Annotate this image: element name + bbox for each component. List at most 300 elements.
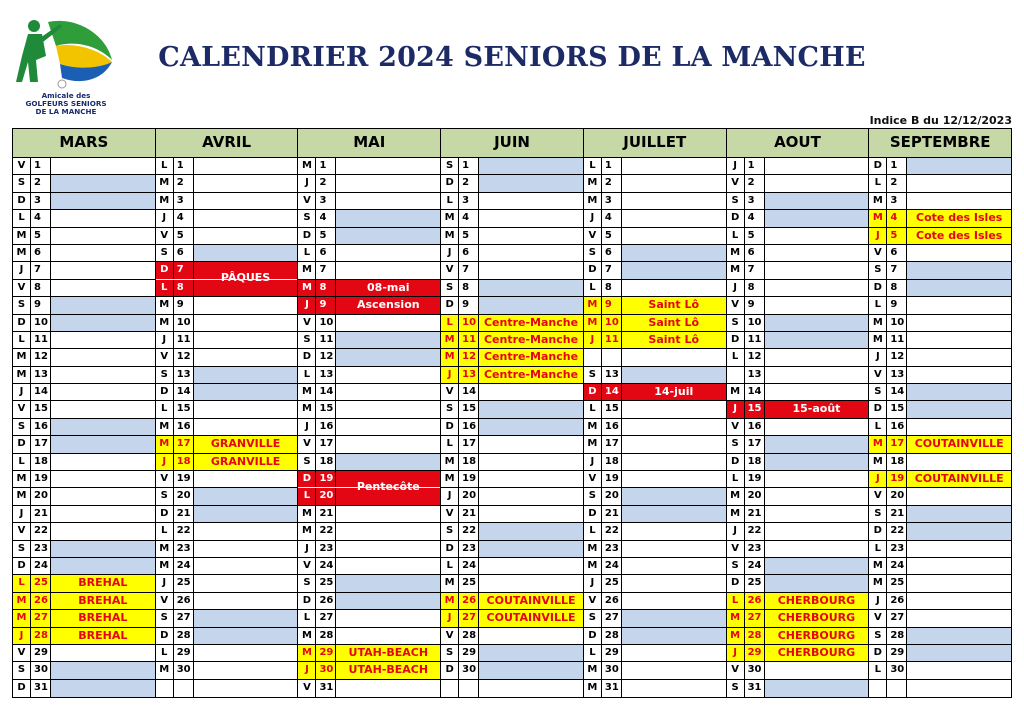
day-row (13, 558, 155, 575)
day-number: 22 (887, 523, 907, 539)
day-row (441, 523, 583, 540)
day-letter: M (298, 645, 316, 661)
day-row (584, 175, 726, 192)
event-label: COUTAINVILLE (907, 471, 1011, 487)
day-row (727, 593, 869, 610)
event-label (622, 175, 726, 191)
day-number: 11 (31, 332, 51, 348)
event-label (336, 332, 440, 348)
day-row (584, 262, 726, 279)
event-label (907, 680, 1011, 697)
day-letter: S (298, 332, 316, 348)
day-row (441, 245, 583, 262)
event-label (765, 471, 869, 487)
day-number: 29 (31, 645, 51, 661)
event-label: GRANVILLE (194, 436, 298, 452)
day-row (441, 488, 583, 505)
day-letter: M (584, 558, 602, 574)
event-label (622, 610, 726, 626)
day-row (869, 297, 1011, 314)
day-number: 19 (316, 471, 336, 487)
day-number: 23 (459, 541, 479, 557)
day-row (441, 662, 583, 679)
day-letter: L (869, 662, 887, 678)
event-label: 15-août (765, 401, 869, 417)
day-number: 27 (459, 610, 479, 626)
day-row (13, 454, 155, 471)
day-letter: M (727, 488, 745, 504)
day-row (584, 471, 726, 488)
day-letter: M (584, 662, 602, 678)
day-number: 4 (887, 210, 907, 226)
event-label (194, 471, 298, 487)
day-number: 19 (459, 471, 479, 487)
day-row (441, 436, 583, 453)
day-number: 6 (459, 245, 479, 261)
day-row (869, 175, 1011, 192)
day-row (727, 523, 869, 540)
logo-text-line1: Amicale des (41, 91, 91, 100)
day-row (584, 315, 726, 332)
event-label (194, 680, 298, 697)
day-row (156, 558, 298, 575)
day-letter: M (869, 332, 887, 348)
day-letter: V (727, 541, 745, 557)
day-letter: L (869, 541, 887, 557)
day-number: 13 (316, 367, 336, 383)
day-letter: V (727, 175, 745, 191)
day-row (13, 384, 155, 401)
month-column-juillet (584, 129, 727, 697)
event-label (622, 558, 726, 574)
day-letter: D (869, 401, 887, 417)
event-label (765, 175, 869, 191)
event-label (194, 228, 298, 244)
event-label: CHERBOURG (765, 593, 869, 609)
day-letter: M (13, 367, 31, 383)
day-number: 8 (174, 280, 194, 296)
day-row (156, 193, 298, 210)
day-number: 1 (31, 158, 51, 174)
event-label (907, 610, 1011, 626)
event-label (907, 280, 1011, 296)
day-letter: J (584, 210, 602, 226)
day-letter: D (156, 506, 174, 522)
day-number: 21 (602, 506, 622, 522)
day-letter: L (869, 419, 887, 435)
event-label (336, 575, 440, 591)
event-label: COUTAINVILLE (479, 610, 583, 626)
day-row (869, 645, 1011, 662)
day-row (727, 575, 869, 592)
day-letter: S (584, 367, 602, 383)
event-label (907, 593, 1011, 609)
day-row (584, 506, 726, 523)
day-letter: V (869, 367, 887, 383)
day-letter: D (869, 523, 887, 539)
day-number: 11 (887, 332, 907, 348)
event-label (765, 367, 869, 383)
event-label (907, 193, 1011, 209)
day-row (584, 297, 726, 314)
event-label (765, 228, 869, 244)
day-row (727, 680, 869, 697)
day-letter: J (869, 349, 887, 365)
event-label (194, 332, 298, 348)
day-row (869, 349, 1011, 366)
day-row (869, 662, 1011, 679)
day-number: 21 (745, 506, 765, 522)
day-row (727, 662, 869, 679)
day-number: 23 (174, 541, 194, 557)
day-number: 22 (745, 523, 765, 539)
day-number: 26 (887, 593, 907, 609)
day-number: 14 (602, 384, 622, 400)
day-letter: D (13, 193, 31, 209)
month-column-septembre (869, 129, 1011, 697)
day-letter (156, 680, 174, 697)
day-number: 7 (887, 262, 907, 278)
event-label (622, 401, 726, 417)
day-row (869, 575, 1011, 592)
day-letter: M (441, 349, 459, 365)
day-row (727, 645, 869, 662)
day-letter: D (584, 262, 602, 278)
event-label (765, 523, 869, 539)
day-letter: M (13, 228, 31, 244)
day-row (441, 280, 583, 297)
day-number: 26 (174, 593, 194, 609)
day-letter: S (13, 175, 31, 191)
event-label (194, 384, 298, 400)
day-letter: S (13, 419, 31, 435)
day-row (441, 401, 583, 418)
day-number: 23 (602, 541, 622, 557)
event-label (622, 262, 726, 278)
day-row (441, 628, 583, 645)
day-row (13, 541, 155, 558)
day-row (727, 541, 869, 558)
day-letter: V (298, 680, 316, 697)
day-letter: M (441, 454, 459, 470)
day-number: 3 (316, 193, 336, 209)
day-row (441, 506, 583, 523)
day-number: 25 (602, 575, 622, 591)
day-letter: V (584, 593, 602, 609)
day-row (298, 471, 440, 494)
day-row (13, 680, 155, 697)
day-row (441, 575, 583, 592)
event-label (51, 436, 155, 452)
event-label (622, 680, 726, 697)
day-letter: J (156, 332, 174, 348)
day-number: 30 (31, 662, 51, 678)
day-letter: S (298, 454, 316, 470)
day-letter: M (727, 245, 745, 261)
day-letter: M (727, 628, 745, 644)
day-number: 15 (887, 401, 907, 417)
day-number: 17 (459, 436, 479, 452)
day-number: 27 (31, 610, 51, 626)
day-row (298, 315, 440, 332)
day-number: 16 (174, 419, 194, 435)
day-number: 4 (602, 210, 622, 226)
event-label (51, 454, 155, 470)
day-number: 8 (602, 280, 622, 296)
day-row (298, 210, 440, 227)
month-header: AOUT (727, 129, 869, 158)
event-label (51, 662, 155, 678)
day-letter: J (441, 610, 459, 626)
day-number: 22 (31, 523, 51, 539)
event-label: Saint Lô (622, 315, 726, 331)
day-letter: S (869, 628, 887, 644)
day-row (13, 175, 155, 192)
day-number (459, 680, 479, 697)
page-title: CALENDRIER 2024 SENIORS DE LA MANCHE (158, 42, 866, 73)
day-letter: M (869, 193, 887, 209)
day-number: 20 (459, 488, 479, 504)
day-letter: L (584, 280, 602, 296)
day-letter: L (584, 523, 602, 539)
day-number: 10 (174, 315, 194, 331)
event-label (622, 210, 726, 226)
event-label (622, 506, 726, 522)
event-label (479, 384, 583, 400)
event-label (336, 367, 440, 383)
day-letter: D (156, 384, 174, 400)
day-number: 25 (745, 575, 765, 591)
event-label: 14-juil (622, 384, 726, 400)
day-row (584, 384, 726, 401)
day-letter: V (13, 158, 31, 174)
day-number: 7 (459, 262, 479, 278)
day-letter: S (584, 610, 602, 626)
event-label (765, 419, 869, 435)
day-letter: S (13, 541, 31, 557)
day-row (156, 662, 298, 679)
day-letter: V (298, 558, 316, 574)
day-number: 6 (745, 245, 765, 261)
day-letter: M (441, 210, 459, 226)
day-letter: S (869, 262, 887, 278)
day-number: 4 (745, 210, 765, 226)
day-row (584, 610, 726, 627)
day-row (584, 680, 726, 697)
day-row (441, 175, 583, 192)
day-letter: V (584, 228, 602, 244)
day-letter: D (441, 297, 459, 313)
event-label (479, 471, 583, 487)
day-letter: L (441, 193, 459, 209)
month-column-aout (727, 129, 870, 697)
event-label (907, 488, 1011, 504)
day-row (156, 401, 298, 418)
day-number: 10 (887, 315, 907, 331)
day-letter: S (869, 506, 887, 522)
day-letter: M (298, 384, 316, 400)
day-letter: D (13, 680, 31, 697)
event-label (765, 332, 869, 348)
day-row (584, 645, 726, 662)
day-number: 2 (31, 175, 51, 191)
day-row (869, 680, 1011, 697)
day-row (298, 419, 440, 436)
month-column-mars (13, 129, 156, 697)
day-letter: L (584, 401, 602, 417)
event-label (51, 175, 155, 191)
event-label (622, 419, 726, 435)
event-label (479, 645, 583, 661)
day-row (156, 228, 298, 245)
day-number: 18 (459, 454, 479, 470)
event-label (907, 384, 1011, 400)
day-letter: D (584, 506, 602, 522)
day-letter: V (156, 349, 174, 365)
event-label (765, 662, 869, 678)
event-label (51, 193, 155, 209)
day-row (869, 558, 1011, 575)
day-row (727, 419, 869, 436)
event-label (194, 297, 298, 313)
day-letter: S (727, 680, 745, 697)
day-letter: D (441, 419, 459, 435)
event-label (479, 436, 583, 452)
event-label: Centre-Manche (479, 315, 583, 331)
day-number: 31 (31, 680, 51, 697)
day-row (13, 228, 155, 245)
event-label: BREHAL (51, 628, 155, 644)
day-row (727, 558, 869, 575)
day-letter: S (156, 245, 174, 261)
day-row (156, 349, 298, 366)
day-number: 15 (602, 401, 622, 417)
day-letter: D (13, 558, 31, 574)
event-label (622, 158, 726, 174)
day-number: 5 (316, 228, 336, 244)
day-row (13, 523, 155, 540)
event-label (622, 628, 726, 644)
day-number: 2 (887, 175, 907, 191)
event-label (336, 436, 440, 452)
day-number: 17 (174, 436, 194, 452)
day-number: 13 (602, 367, 622, 383)
event-label: UTAH-BEACH (336, 645, 440, 661)
day-row (727, 175, 869, 192)
day-number: 14 (459, 384, 479, 400)
day-row (727, 297, 869, 314)
day-number: 16 (602, 419, 622, 435)
event-label (907, 349, 1011, 365)
event-label (765, 541, 869, 557)
day-letter: D (441, 541, 459, 557)
day-row (584, 575, 726, 592)
event-label (51, 297, 155, 313)
day-row (298, 575, 440, 592)
event-label: Cote des Isles (907, 210, 1011, 226)
day-letter: L (298, 367, 316, 383)
day-number: 13 (459, 367, 479, 383)
day-row (727, 471, 869, 488)
day-row (13, 628, 155, 645)
day-number: 25 (31, 575, 51, 591)
event-label (479, 628, 583, 644)
day-row (869, 488, 1011, 505)
day-number: 3 (745, 193, 765, 209)
day-row (13, 367, 155, 384)
day-letter: S (441, 280, 459, 296)
day-letter: S (727, 315, 745, 331)
day-letter: J (584, 454, 602, 470)
event-label (479, 662, 583, 678)
event-label: 08-mai (336, 280, 440, 296)
event-label (907, 175, 1011, 191)
day-row (156, 210, 298, 227)
event-label (622, 454, 726, 470)
day-number: 16 (459, 419, 479, 435)
day-number: 29 (174, 645, 194, 661)
day-number: 26 (745, 593, 765, 609)
day-number: 23 (887, 541, 907, 557)
month-header: AVRIL (156, 129, 298, 158)
day-letter: M (441, 575, 459, 591)
day-number: 15 (316, 401, 336, 417)
day-letter: S (156, 488, 174, 504)
day-number: 3 (602, 193, 622, 209)
day-number: 8 (316, 280, 336, 296)
day-row (869, 332, 1011, 349)
event-label (765, 262, 869, 278)
day-row (727, 262, 869, 279)
event-label: Saint Lô (622, 297, 726, 313)
day-letter: J (584, 575, 602, 591)
day-row (869, 419, 1011, 436)
day-letter: J (298, 541, 316, 557)
day-letter: S (441, 401, 459, 417)
day-number: 14 (174, 384, 194, 400)
event-label (51, 401, 155, 417)
event-label (51, 645, 155, 661)
event-label (622, 349, 726, 365)
event-label (194, 645, 298, 661)
event-label (479, 228, 583, 244)
day-letter: D (727, 210, 745, 226)
day-number: 30 (602, 662, 622, 678)
day-number: 6 (887, 245, 907, 261)
event-label (479, 506, 583, 522)
day-row (869, 436, 1011, 453)
day-letter: D (298, 471, 316, 487)
event-label (51, 228, 155, 244)
day-letter: V (156, 593, 174, 609)
day-letter: J (298, 662, 316, 678)
day-row (156, 332, 298, 349)
day-row (298, 558, 440, 575)
day-row (13, 349, 155, 366)
day-letter: D (441, 662, 459, 678)
day-letter: M (727, 262, 745, 278)
day-letter: M (13, 245, 31, 261)
event-label (765, 680, 869, 697)
day-row (441, 541, 583, 558)
day-letter: M (156, 558, 174, 574)
day-number: 13 (887, 367, 907, 383)
logo-text-line2: GOLFEURS SENIORS (25, 99, 107, 108)
day-row (298, 454, 440, 471)
day-row (727, 193, 869, 210)
day-row (13, 645, 155, 662)
day-letter: L (298, 610, 316, 626)
